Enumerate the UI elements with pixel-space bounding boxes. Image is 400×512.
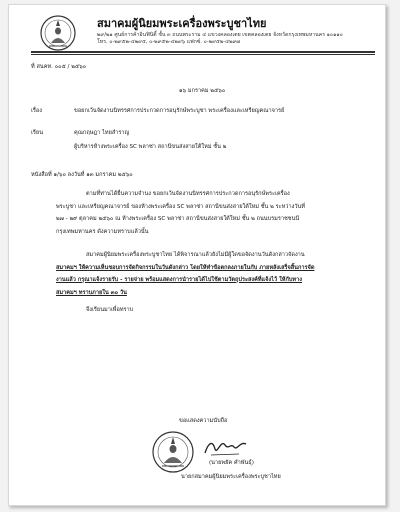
para2-line: สมาคมฯ ทราบภายใน ๓๐ วัน [56, 289, 127, 296]
header-rule [31, 51, 375, 53]
signatory-position: นายกสมาคมผู้นิยมพระเครื่องพระบูชาไทย [181, 474, 281, 480]
para1-line: พระบูชา และเหรียญคณาจารย์ ของห้างพระเครื่อง SC พลาซ่า สถานีขนส่งสายใต้ใหม่ ชั้น ๒ ระหว่างวันที่ [56, 203, 305, 210]
signatory-name: (นายพยัค คำพันธุ์) [209, 460, 254, 466]
org-address [97, 32, 343, 45]
association-seal-icon [151, 429, 195, 475]
para2-intro: สมาคมผู้นิยมพระเครื่องพระบูชาไทย ได้พิจารณาแล้วยังไม่มีผู้ใดขอจัดงานวันดังกล่าวจัดงาน [86, 252, 305, 258]
para1-line: ตามที่ท่านได้ยื่นความจำนง ขอยกเว้นจัดงานนิทรรศการประกวดการอนุรักษ์พระเครื่อง [86, 191, 290, 197]
paragraph-2 [56, 249, 376, 299]
recipient-name: คุณกฤษฎา ไทยสำราญ [74, 130, 130, 136]
address-line-2: โทร. ๐-๒๙๕๒-๔๒๙๕, ๐-๒๙๕๒-๔๒๙๖ แฟกซ์. ๐-๒๙๕๒-๔๒๙๗ [97, 38, 241, 45]
para2-line: สมาคมฯ ให้ความเห็นชอบการจัดกิจกรรมในวันดังกล่าว โดยให้ทำข้อตกลงภายในกับ ภายหลังเสร็จสิ้นการจัด [56, 264, 315, 271]
association-logo-icon [39, 13, 77, 53]
letter-date: ๑๖ มกราคม ๒๕๖๐ [179, 88, 226, 94]
reference-letter: หนังสือที่ ๑/๖๐ ลงวันที่ ๑๓ มกราคม ๒๕๖๐ [31, 172, 133, 178]
para2-line: งานแล้ว กรุณาแจ้งรายรับ - รายจ่าย พร้อมแสดงการนำรายได้ไปใช้ตามวัตถุประสงค์ที่แจ้งไว้ ให้กับทาง [56, 277, 302, 283]
subject-text: ขอยกเว้นจัดงานนิทรรศการประกวดการอนุรักษ์พระบูชา พระเครื่องและเหรียญคณาจารย์ [74, 108, 285, 114]
salutation-label: เรียน [31, 130, 44, 136]
closing-line: จึงเรียนมาเพื่อทราบ [86, 307, 134, 313]
respect-phrase: ขอแสดงความนับถือ [179, 418, 228, 424]
address-line-1: ๒๙/๒๑ ศูนย์การค้าอินฟินิตี้ ชั้น ๓ ถนนพระราม ๔ แขวงคลองเตย เขตคลองเตย จังหวัดกรุงเทพมหานคร ๑๐๑๑๐ [97, 32, 343, 38]
para1-line: ๒๗ - ๒๙ ตุลาคม ๒๕๖๐ ณ ห้างพระเครื่อง SC พลาซ่า สถานีขนส่งสายใต้ใหม่ ชั้น ๒ ถนนบรมราชชนนี [56, 216, 300, 222]
recipient-title: ผู้บริหารห้างพระเครื่อง SC พลาซ่า สถานีขนส่งสายใต้ใหม่ ชั้น ๒ [74, 144, 227, 150]
paragraph-1 [56, 188, 376, 238]
header-rule-thin [31, 54, 375, 55]
handwritten-signature-icon [203, 435, 248, 459]
subject-label: เรื่อง [31, 108, 43, 114]
org-name: สมาคมผู้นิยมพระเครื่องพระบูชาไทย [97, 17, 267, 30]
para1-line: กรุงเทพมหานคร ดังความทราบแล้วนั้น [56, 228, 149, 235]
reference-number: ที่ สนคท. ๐๐๕ / ๒๕๖๐ [31, 64, 87, 70]
letter-page [8, 4, 386, 506]
